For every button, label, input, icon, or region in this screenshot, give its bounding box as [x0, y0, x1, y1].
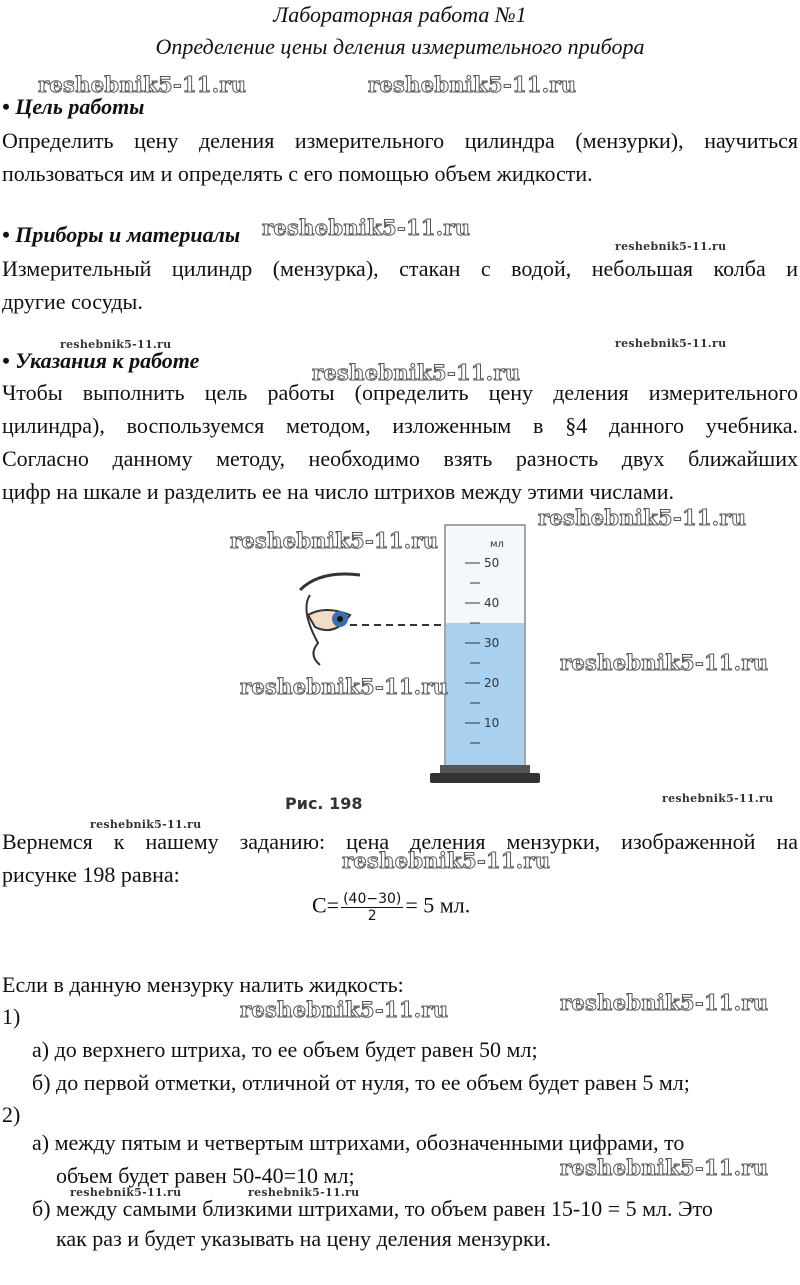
materials-line-1: Измерительный цилиндр (мензурка), стакан с водой, небольшая колба и: [2, 256, 798, 281]
watermark: reshebnik5-11.ru: [662, 792, 774, 805]
formula: [312, 891, 470, 924]
watermark: reshebnik5-11.ru: [560, 650, 769, 675]
list-item-1a: а) до верхнего штриха, то ее объем будет равен 50 мл;: [32, 1037, 538, 1062]
list-item-1-number: 1): [2, 1004, 21, 1029]
watermark: reshebnik5-11.ru: [312, 360, 521, 385]
watermark: reshebnik5-11.ru: [262, 215, 471, 240]
watermark: reshebnik5-11.ru: [560, 1155, 769, 1180]
instructions-line-1: Чтобы выполнить цель работы (определить цену деления измерительного: [2, 380, 798, 405]
instructions-line-2: цилиндра), воспользуемся методом, изложенным в §4 данного учебника.: [2, 413, 798, 438]
figure-198: [280, 515, 560, 820]
cylinder-base-top: [440, 765, 530, 773]
goal-line-2: пользоваться им и определять с его помощью объем жидкости.: [2, 161, 593, 186]
list-item-2b-line-1: б) между самыми близкими штрихами, то объем равен 15-10 = 5 мл. Это: [32, 1196, 713, 1221]
scale-label-10: 10: [484, 716, 500, 730]
watermark: reshebnik5-11.ru: [38, 72, 247, 97]
materials-line-2: другие сосуды.: [2, 289, 143, 314]
watermark: reshebnik5-11.ru: [368, 72, 577, 97]
lab-title: Лабораторная работа №1: [273, 2, 527, 27]
watermark: reshebnik5-11.ru: [248, 1186, 360, 1199]
watermark: reshebnik5-11.ru: [60, 338, 172, 351]
list-item-2-number: 2): [2, 1102, 21, 1127]
watermark: reshebnik5-11.ru: [240, 674, 449, 699]
watermark: reshebnik5-11.ru: [560, 990, 769, 1015]
list-item-1b: б) до первой отметки, отличной от нуля, то ее объем будет равен 5 мл;: [32, 1070, 690, 1095]
list-intro: Если в данную мензурку налить жидкость:: [2, 972, 404, 997]
scale-label-50: 50: [484, 556, 500, 570]
list-item-2a-line-2: объем будет равен 50-40=10 мл;: [56, 1163, 355, 1188]
formula-prefix: C=: [312, 892, 340, 918]
eye-illustration: [300, 574, 360, 665]
scale-label-20: 20: [484, 676, 500, 690]
goal-heading: • Цель работы: [2, 94, 145, 119]
instructions-line-4: цифр на шкале и разделить ее на число штрихов между этими числами.: [2, 479, 674, 504]
watermark: reshebnik5-11.ru: [615, 240, 727, 253]
goal-line-1: Определить цену деления измерительного цилиндра (мензурки), научиться: [2, 128, 798, 153]
unit-label: мл: [490, 539, 504, 550]
watermark: reshebnik5-11.ru: [342, 848, 551, 873]
instructions-heading: • Указания к работе: [2, 348, 200, 373]
answer-line-1: Вернемся к нашему заданию: цена деления мензурки, изображенной на: [2, 829, 798, 854]
formula-suffix: = 5 мл.: [405, 892, 471, 918]
lab-subtitle: Определение цены деления измерительного прибора: [155, 34, 645, 59]
scale-label-40: 40: [484, 596, 500, 610]
scale-label-30: 30: [484, 636, 500, 650]
watermark: reshebnik5-11.ru: [70, 1186, 182, 1199]
answer-line-2: рисунке 198 равна:: [2, 862, 180, 887]
watermark: reshebnik5-11.ru: [230, 528, 439, 553]
formula-fraction: [341, 891, 403, 924]
watermark: reshebnik5-11.ru: [615, 337, 727, 350]
instructions-line-3: Согласно данному методу, необходимо взять разность двух ближайших: [2, 446, 798, 471]
measuring-cylinder-illustration: [280, 515, 560, 820]
formula-denominator: 2: [367, 908, 377, 924]
formula-numerator: (40−30): [343, 891, 402, 907]
watermark: reshebnik5-11.ru: [90, 818, 202, 831]
figure-caption: Рис. 198: [285, 794, 363, 813]
list-item-2b-line-2: как раз и будет указывать на цену деления мензурки.: [56, 1226, 551, 1251]
materials-heading: • Приборы и материалы: [2, 222, 241, 247]
cylinder-base: [430, 773, 540, 783]
watermark: reshebnik5-11.ru: [240, 997, 449, 1022]
watermark: reshebnik5-11.ru: [538, 505, 747, 530]
list-item-2a-line-1: а) между пятым и четвертым штрихами, обозначенными цифрами, то: [32, 1130, 685, 1155]
